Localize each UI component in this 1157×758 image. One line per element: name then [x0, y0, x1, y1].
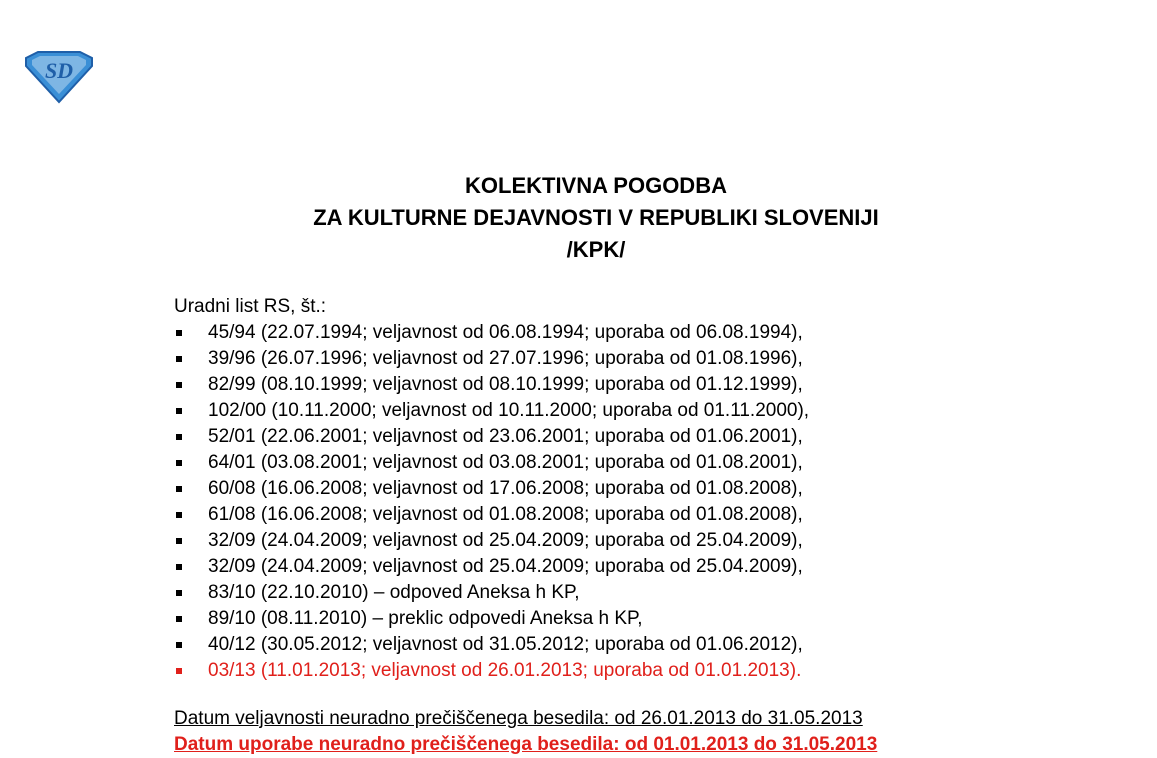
- square-bullet-icon: [176, 356, 182, 362]
- list-item: 82/99 (08.10.1999; veljavnost od 08.10.1999; uporaba od 01.12.1999),: [174, 372, 809, 398]
- square-bullet-icon: [176, 642, 182, 648]
- document-title: [0, 170, 1157, 266]
- title-line-3: /KPK/: [566, 237, 626, 262]
- list-item: 61/08 (16.06.2008; veljavnost od 01.08.2008; uporaba od 01.08.2008),: [174, 502, 809, 528]
- validity-date-line: Datum veljavnosti neuradno prečiščenega besedila: od 26.01.2013 do 31.05.2013: [174, 708, 863, 729]
- list-item: 89/10 (08.11.2010) – preklic odpovedi Aneksa h KP,: [174, 606, 809, 632]
- gazette-list: [174, 320, 809, 684]
- square-bullet-icon: [176, 564, 182, 570]
- square-bullet-icon: [176, 512, 182, 518]
- list-item: 45/94 (22.07.1994; veljavnost od 06.08.1994; uporaba od 06.08.1994),: [174, 320, 809, 346]
- list-item: 40/12 (30.05.2012; veljavnost od 31.05.2012; uporaba od 01.06.2012),: [174, 632, 809, 658]
- square-bullet-icon: [176, 408, 182, 414]
- square-bullet-icon: [176, 668, 182, 674]
- list-item-latest: 03/13 (11.01.2013; veljavnost od 26.01.2013; uporaba od 01.01.2013).: [174, 658, 809, 684]
- list-item: 60/08 (16.06.2008; veljavnost od 17.06.2008; uporaba od 01.08.2008),: [174, 476, 809, 502]
- list-item: 52/01 (22.06.2001; veljavnost od 23.06.2001; uporaba od 01.06.2001),: [174, 424, 809, 450]
- list-item: 32/09 (24.04.2009; veljavnost od 25.04.2009; uporaba od 25.04.2009),: [174, 528, 809, 554]
- list-item: 39/96 (26.07.1996; veljavnost od 27.07.1996; uporaba od 01.08.1996),: [174, 346, 809, 372]
- list-item: 64/01 (03.08.2001; veljavnost od 03.08.2001; uporaba od 01.08.2001),: [174, 450, 809, 476]
- sd-logo-text: SD: [44, 58, 74, 83]
- gazette-label: Uradni list RS, št.:: [174, 296, 327, 317]
- square-bullet-icon: [176, 382, 182, 388]
- gazette-references: [174, 294, 809, 684]
- square-bullet-icon: [176, 590, 182, 596]
- list-item: 102/00 (10.11.2000; veljavnost od 10.11.2000; uporaba od 01.11.2000),: [174, 398, 809, 424]
- title-line-1: KOLEKTIVNA POGODBA: [465, 173, 727, 198]
- square-bullet-icon: [176, 434, 182, 440]
- square-bullet-icon: [176, 460, 182, 466]
- square-bullet-icon: [176, 538, 182, 544]
- sd-shield-logo-icon: [22, 50, 96, 104]
- square-bullet-icon: [176, 486, 182, 492]
- title-line-2: ZA KULTURNE DEJAVNOSTI V REPUBLIKI SLOVENIJI: [313, 205, 879, 230]
- square-bullet-icon: [176, 616, 182, 622]
- list-item: 83/10 (22.10.2010) – odpoved Aneksa h KP,: [174, 580, 809, 606]
- square-bullet-icon: [176, 330, 182, 336]
- application-date-line: Datum uporabe neuradno prečiščenega besedila: od 01.01.2013 do 31.05.2013: [174, 734, 878, 755]
- sd-logo: [22, 50, 96, 104]
- list-item: 32/09 (24.04.2009; veljavnost od 25.04.2009; uporaba od 25.04.2009),: [174, 554, 809, 580]
